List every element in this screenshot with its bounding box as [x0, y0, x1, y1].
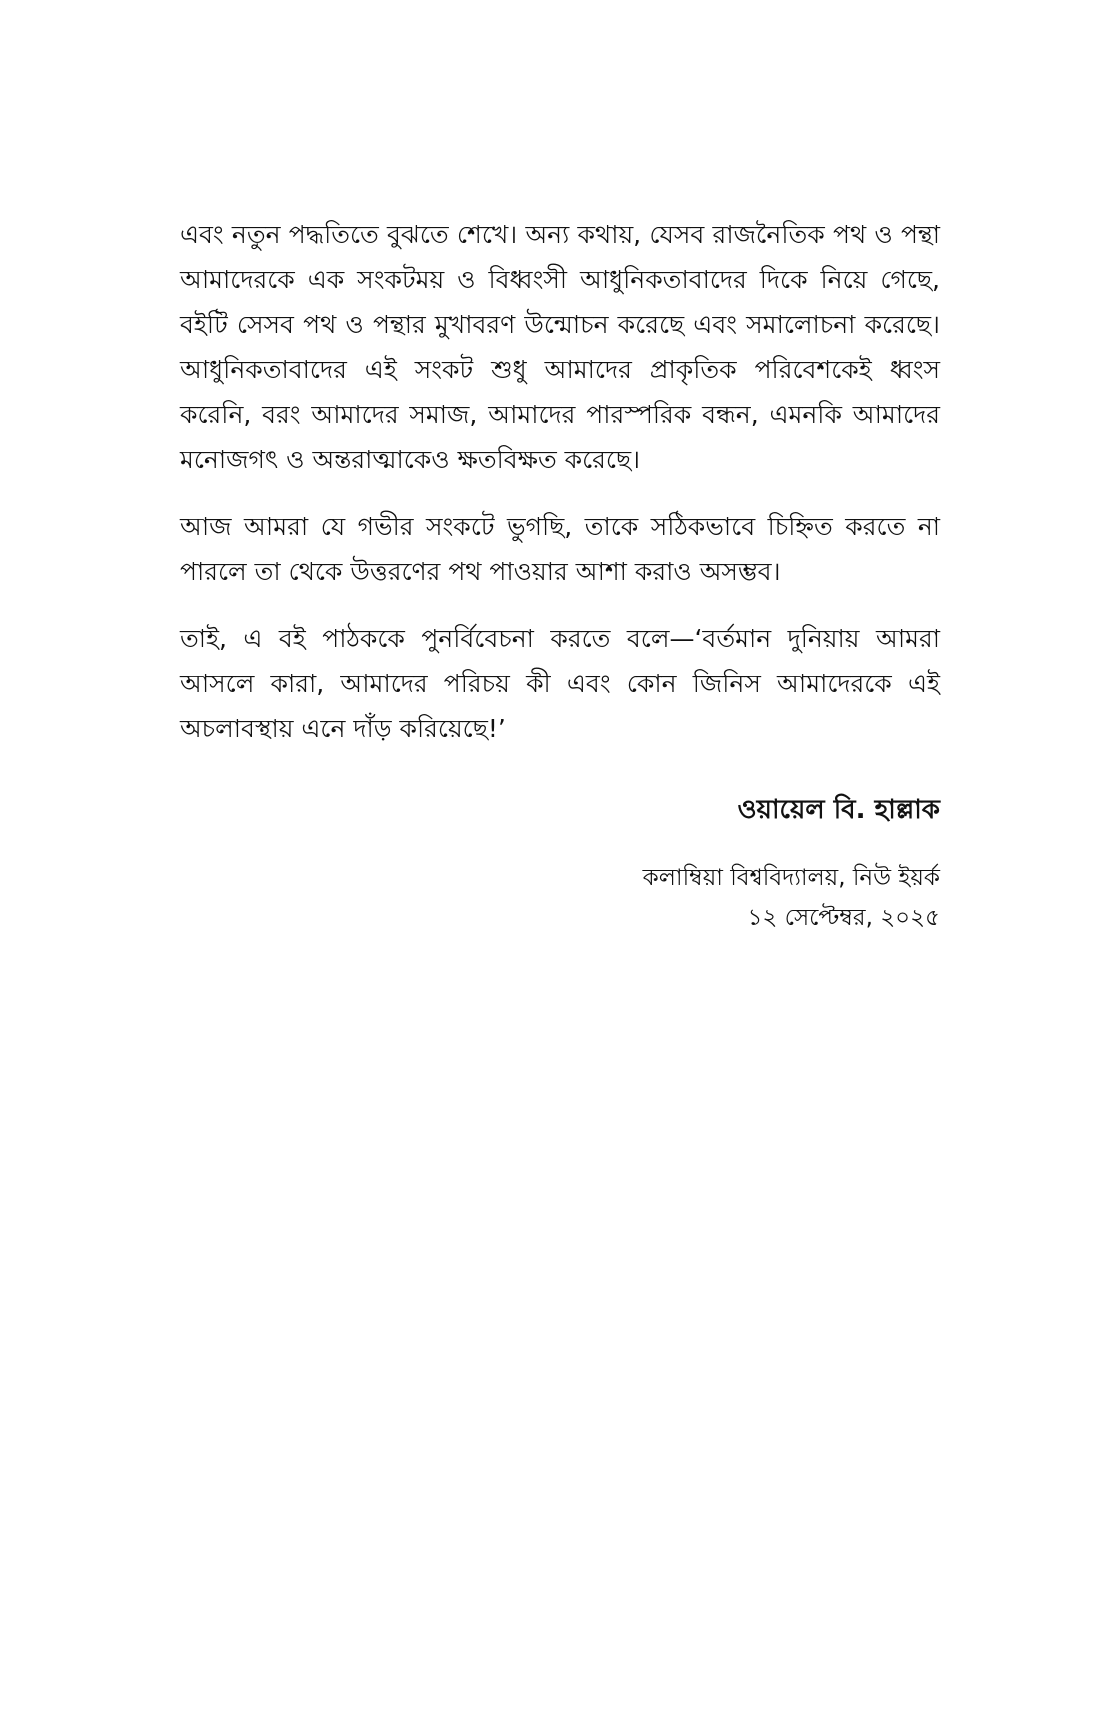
- paragraph-2: আজ আমরা যে গভীর সংকটে ভুগছি, তাকে সঠিকভাবে চিহ্নিত করতে না পারলে তা থেকে উত্তরণের পথ পাওয়ার আশা করাও অসম্ভব।: [180, 512, 940, 586]
- paragraph-3: তাই, এ বই পাঠককে পুনর্বিবেচনা করতে বলে—‘বর্তমান দুনিয়ায় আমরা আসলে কারা, আমাদের পরিচয় কী এবং কোন জিনিস আমাদেরকে এই অচলাবস্থায় এনে দাঁড় করিয়েছে!’: [180, 624, 940, 743]
- author-affiliation: কলাম্বিয়া বিশ্ববিদ্যালয়, নিউ ইয়র্ক: [642, 865, 940, 891]
- signature-block: [643, 790, 940, 938]
- signature-date: ১২ সেপ্টেম্বর, ২০২৫: [747, 905, 940, 931]
- paragraph-1: এবং নতুন পদ্ধতিতে বুঝতে শেখে। অন্য কথায়, যেসব রাজনৈতিক পথ ও পন্থা আমাদেরকে এক সংকটময় ও বিধ্বংসী আধুনিকতাবাদের দিকে নিয়ে গেছে, বইটি সেসব পথ ও পন্থার মুখাবরণ উন্মোচন করেছে এবং সমালোচনা করেছে। আধুনিকতাবাদের এই সংকট শুধু আমাদের প্রাকৃতিক পরিবেশকেই ধ্বংস করেনি, বরং আমাদের সমাজ, আমাদের পারস্পরিক বন্ধন, এমনকি আমাদের মনোজগৎ ও অন্তরাত্মাকেও ক্ষতবিক্ষত করেছে।: [180, 220, 940, 474]
- body-text: [180, 212, 940, 751]
- author-name: ওয়ায়েল বি. হাল্লাক: [737, 795, 940, 825]
